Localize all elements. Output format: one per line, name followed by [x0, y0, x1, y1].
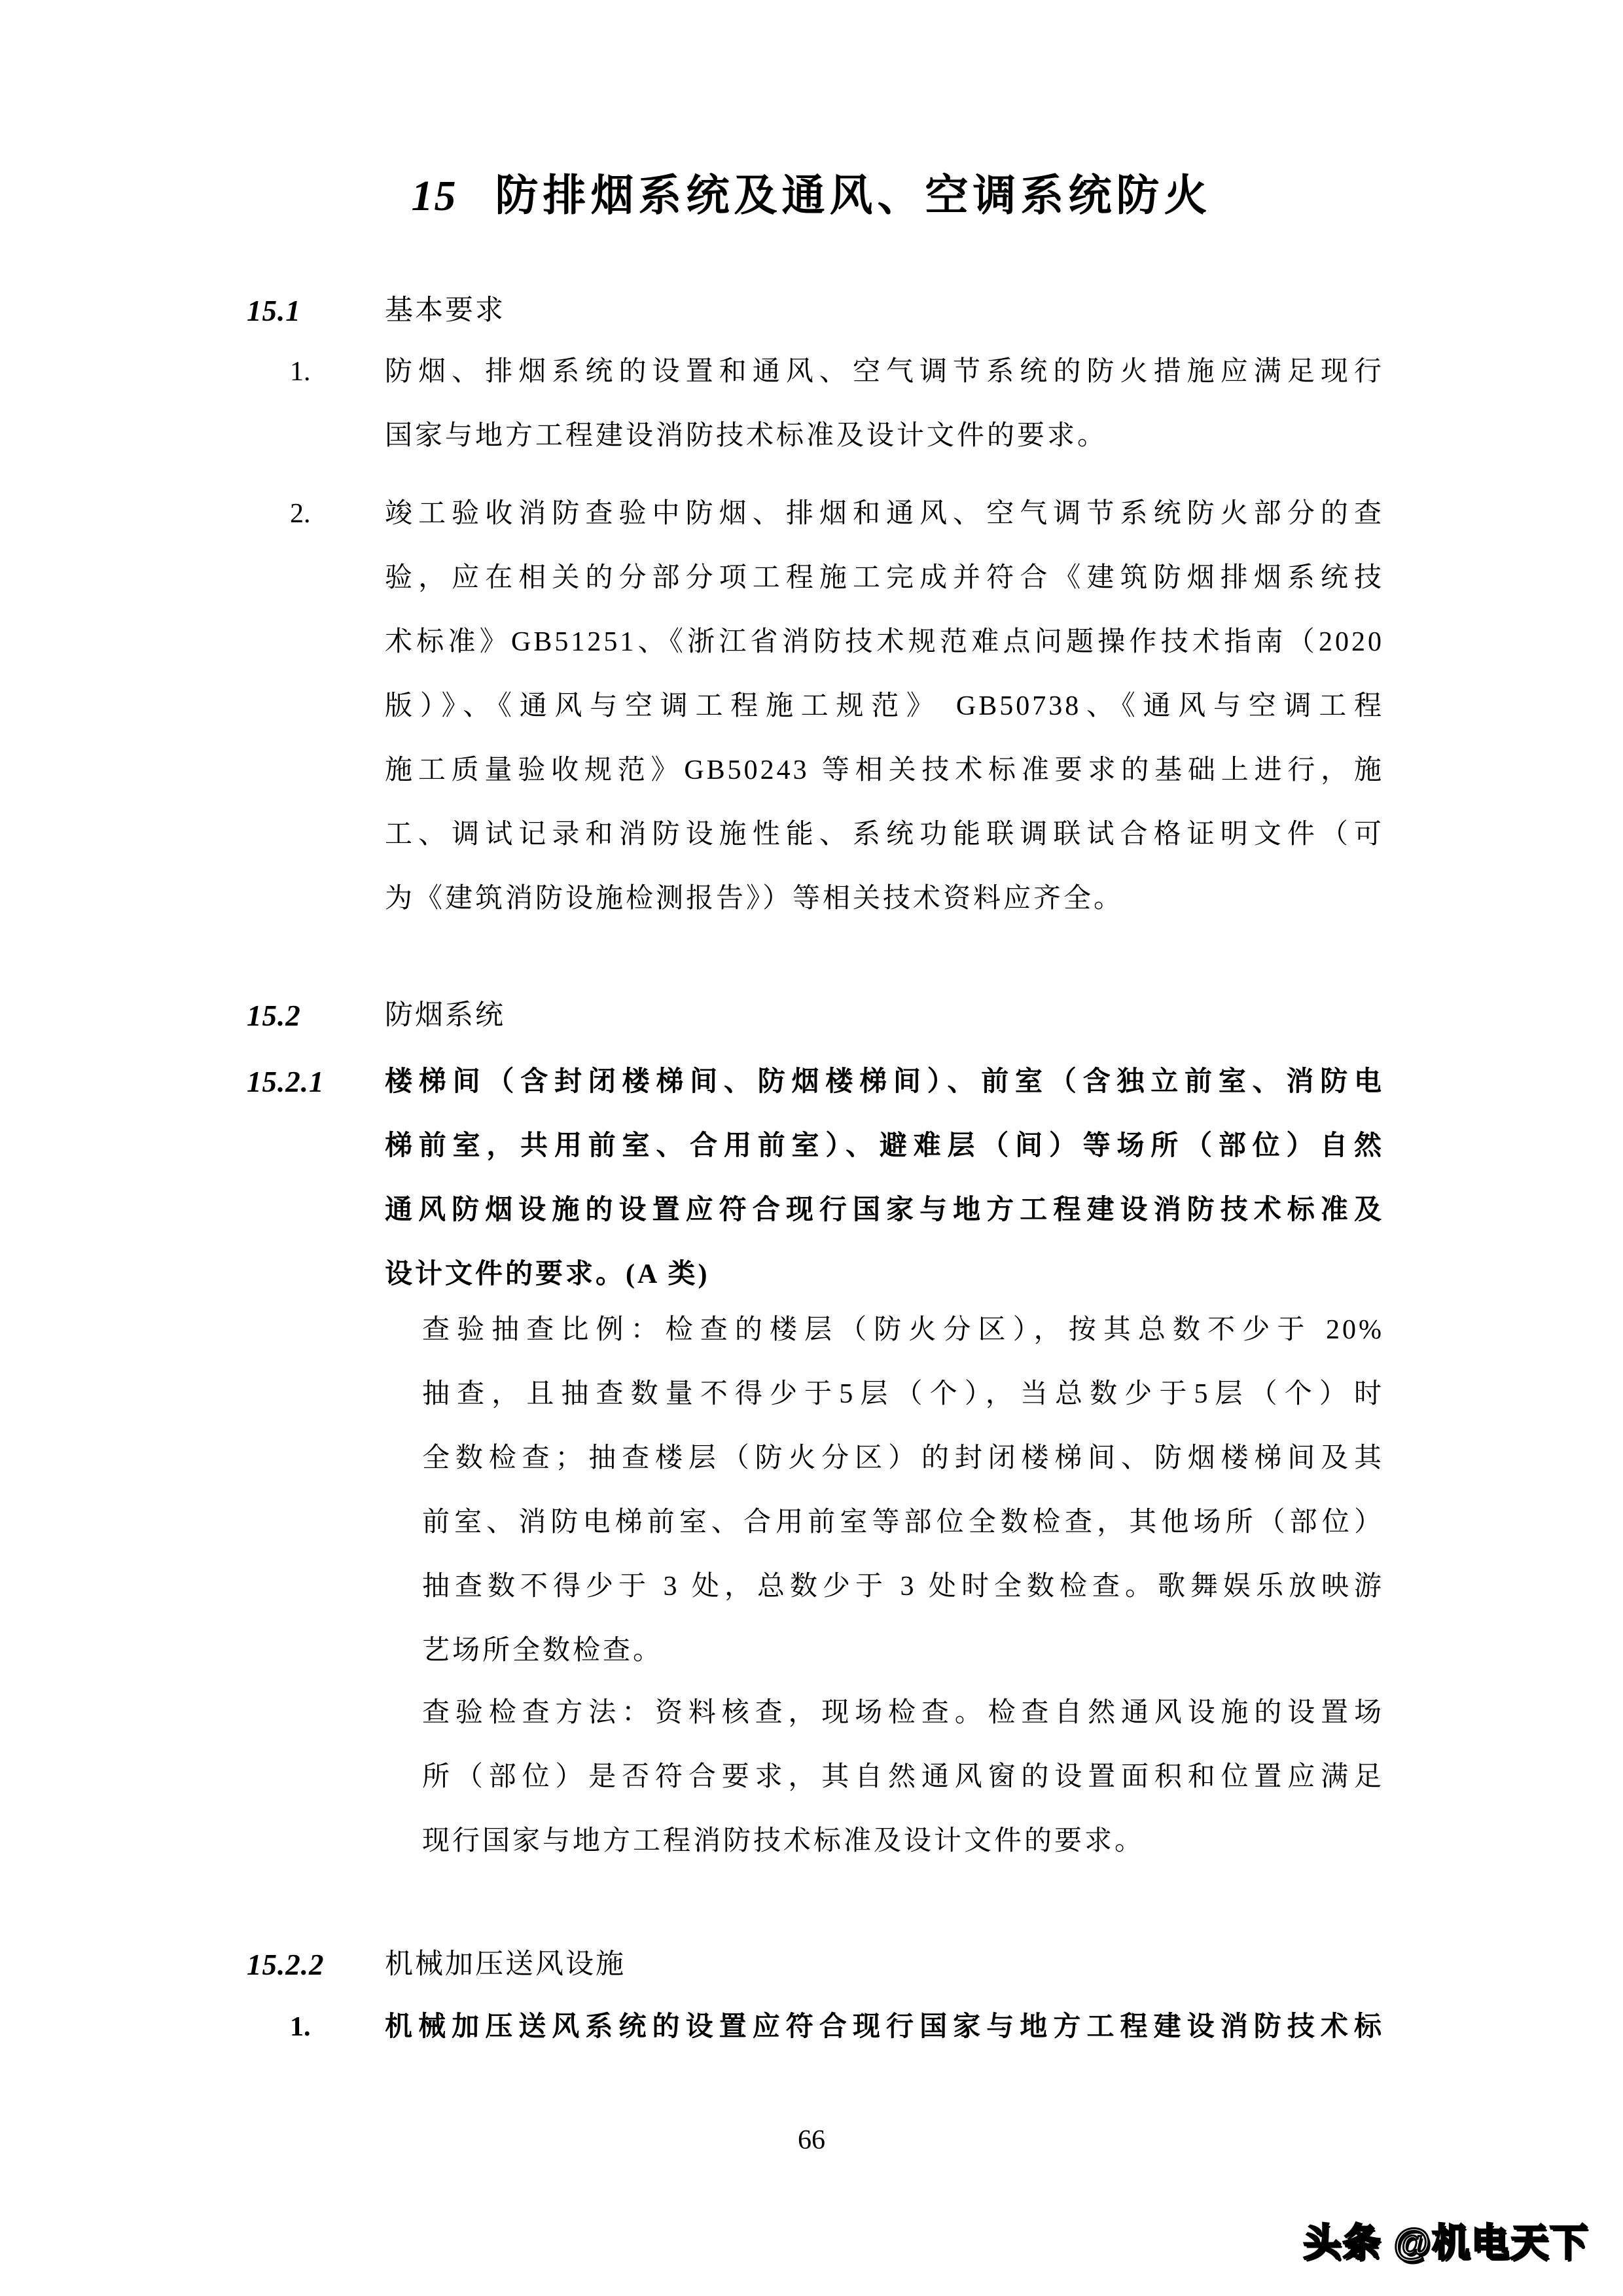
text-line: 现行国家与地方工程消防技术标准及设计文件的要求。	[422, 1826, 1145, 1856]
text-line: 查验检查方法：资料核查，现场检查。检查自然通风设施的设置场	[422, 1698, 1384, 1728]
text-line: 抽查数不得少于 3 处，总数少于 3 处时全数检查。歌舞娱乐放映游	[422, 1571, 1384, 1602]
list-item-1	[385, 340, 1384, 468]
text-line: 验，应在相关的分部分项工程施工完成并符合《建筑防烟排烟系统技	[385, 563, 1384, 593]
text-line: 梯前室，共用前室、合用前室）、避难层（间）等场所（部位）自然	[385, 1131, 1384, 1161]
section-15-2-1-paragraph	[385, 1050, 1384, 1306]
list-item-number: 2.	[290, 499, 311, 529]
text-line: 国家与地方工程建设消防技术标准及设计文件的要求。	[385, 421, 1108, 451]
text-line: 所（部位）是否符合要求，其自然通风窗的设置面积和位置应满足	[422, 1762, 1384, 1792]
section-number-15-2-2: 15.2.2	[247, 1948, 325, 1981]
text-line: 施工质量验收规范》GB50243 等相关技术标准要求的基础上进行，施	[385, 755, 1384, 785]
list-item-2	[385, 482, 1384, 931]
text-line: 术标准》GB51251、《浙江省消防技术规范难点问题操作技术指南（2020	[385, 627, 1384, 657]
section-number-15-2-1: 15.2.1	[247, 1066, 325, 1098]
watermark: 头条 @机电天下	[1303, 2221, 1589, 2264]
text-line: 机械加压送风系统的设置应符合现行国家与地方工程建设消防技术标	[385, 2012, 1384, 2042]
section-number-15-1: 15.1	[247, 295, 301, 327]
section-title-15-1: 基本要求	[385, 295, 505, 326]
text-line: 查验抽查比例：检查的楼层（防火分区），按其总数不少于 20%	[422, 1315, 1384, 1345]
text-line: 通风防烟设施的设置应符合现行国家与地方工程建设消防技术标准及	[385, 1195, 1384, 1225]
list-item-number: 1.	[290, 357, 311, 387]
section-number-15-2: 15.2	[247, 999, 301, 1032]
list-item-3	[385, 1995, 1384, 2059]
text-line: 防烟、排烟系统的设置和通风、空气调节系统的防火措施应满足现行	[385, 357, 1384, 387]
text-line: 前室、消防电梯前室、合用前室等部位全数检查，其他场所（部位）	[422, 1507, 1384, 1537]
inspection-method-block	[422, 1681, 1384, 1873]
chapter-heading	[0, 165, 1623, 228]
section-title-15-2: 防烟系统	[385, 1000, 505, 1031]
inspection-ratio-block	[422, 1298, 1384, 1683]
chapter-number: 15	[411, 172, 457, 220]
text-line: 艺场所全数检查。	[422, 1636, 664, 1666]
page-number: 66	[798, 2125, 825, 2155]
list-item-number: 1.	[290, 2012, 311, 2042]
text-line: 楼梯间（含封闭楼梯间、防烟楼梯间）、前室（含独立前室、消防电	[385, 1067, 1384, 1097]
text-line: 设计文件的要求。(A 类)	[385, 1259, 710, 1289]
text-line: 工、调试记录和消防设施性能、系统功能联调联试合格证明文件（可	[385, 819, 1384, 850]
text-line: 抽查，且抽查数量不得少于5层（个），当总数少于5层（个）时	[422, 1379, 1384, 1409]
chapter-title: 防排烟系统及通风、空调系统防火	[495, 172, 1212, 220]
text-line: 版）》、《通风与空调工程施工规范》 GB50738、《通风与空调工程	[385, 691, 1384, 721]
text-line: 为《建筑消防设施检测报告》）等相关技术资料应齐全。	[385, 884, 1124, 914]
text-line: 全数检查；抽查楼层（防火分区）的封闭楼梯间、防烟楼梯间及其	[422, 1443, 1384, 1473]
section-title-15-2-2: 机械加压送风设施	[385, 1949, 626, 1980]
text-line: 竣工验收消防查验中防烟、排烟和通风、空气调节系统防火部分的查	[385, 499, 1384, 529]
